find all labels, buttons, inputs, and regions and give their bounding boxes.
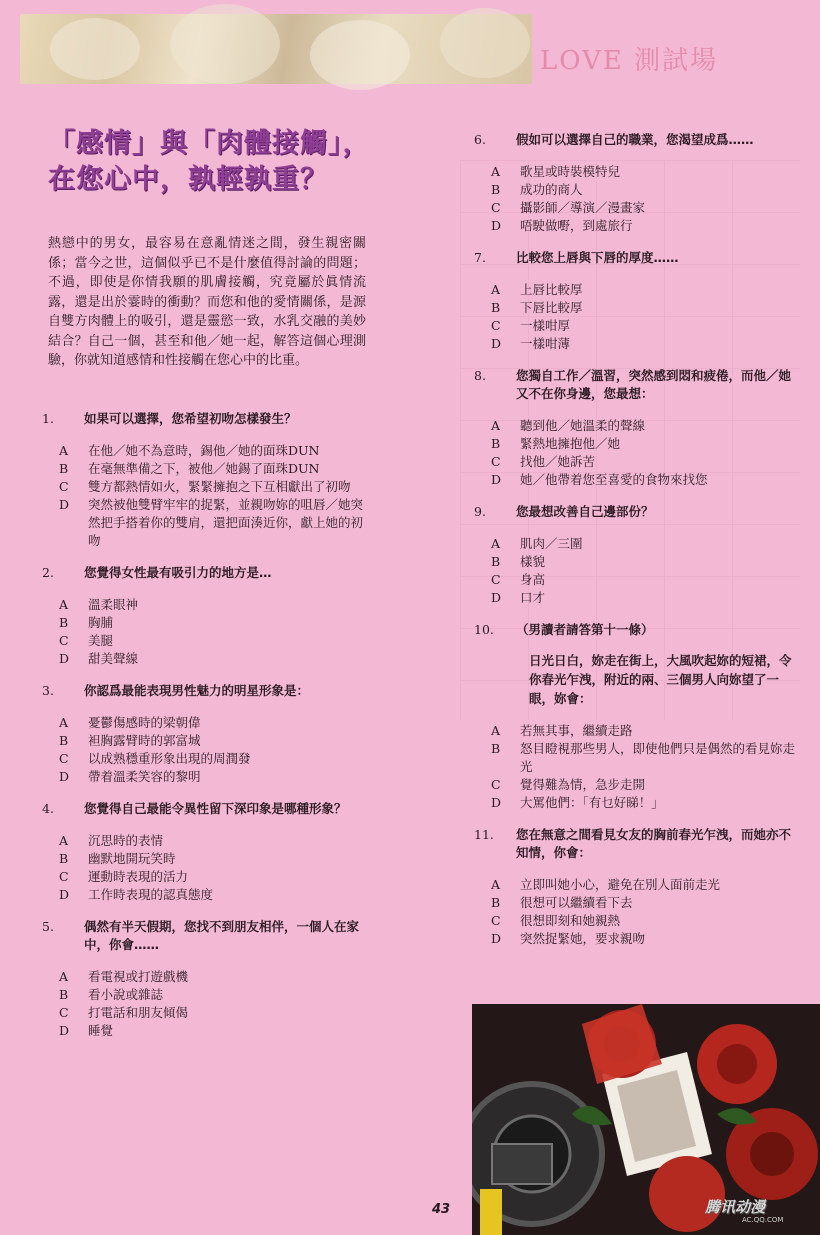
option-letter: D [491,795,502,810]
question-text: 如果可以選擇，您希望初吻怎樣發生？ [84,411,297,426]
question-heading [474,367,802,403]
option-list [42,832,372,904]
answer-option[interactable] [42,496,372,550]
answer-option[interactable] [42,650,372,668]
question-text: （男讀者請答第十一條） [516,622,654,637]
option-letter: B [59,461,69,476]
question-text: 您在無意之間看見女友的胸前春光乍洩，而她亦不知情，你會： [516,827,792,860]
option-letter: A [491,877,501,892]
answer-option[interactable] [42,768,372,786]
answer-option[interactable] [42,614,372,632]
answer-option[interactable] [42,632,372,650]
option-text: 在他／她不為意時，錫他／她的面珠DUN [88,443,320,458]
answer-option[interactable] [42,868,372,886]
option-letter: B [59,851,69,866]
question-heading [474,621,802,639]
option-text: 她／他帶着您至喜愛的食物來找您 [520,472,708,487]
option-text: 看電視或打遊戲機 [88,969,189,984]
answer-option[interactable] [42,886,372,904]
option-letter: C [491,572,501,587]
option-letter: A [59,715,69,730]
option-text: 美腿 [88,633,114,648]
option-list [474,281,802,353]
option-text: 突然捉緊她，要求親吻 [520,931,646,946]
question-heading [42,564,372,582]
answer-option[interactable] [42,596,372,614]
option-letter: C [59,633,69,648]
option-letter: B [59,733,69,748]
answer-option[interactable] [474,776,802,794]
answer-option[interactable] [474,894,802,912]
question-number: 4. [42,801,54,816]
question-number: 6. [474,132,486,147]
answer-option[interactable] [474,740,802,776]
option-text: 雙方都熱情如火，緊緊擁抱之下互相獻出了初吻 [88,479,351,494]
rose-decoration [50,18,140,80]
option-list [42,442,372,550]
option-text: 甜美聲線 [88,651,139,666]
option-letter: B [491,741,501,756]
question-heading [42,410,372,428]
answer-option[interactable] [42,460,372,478]
option-letter: C [59,479,69,494]
option-text: 帶着溫柔笑容的黎明 [88,769,201,784]
question-block [42,918,372,1040]
option-letter: D [491,590,502,605]
option-letter: D [59,497,70,512]
option-letter: C [491,318,501,333]
answer-option[interactable] [474,453,802,471]
option-text: 覺得難為情，急步走開 [520,777,646,792]
question-block [42,682,372,786]
answer-option[interactable] [42,1022,372,1040]
answer-option[interactable] [474,335,802,353]
option-text: 一樣咁薄 [520,336,571,351]
question-scenario: 日光日白，妳走在街上，大風吹起妳的短裙，令你春光乍洩，附近的兩、三個男人向妳望了一眼，妳會： [529,653,792,706]
right-question-column [474,131,802,962]
answer-option[interactable] [474,722,802,740]
option-letter: C [59,1005,69,1020]
question-block [474,503,802,607]
option-text: 憂鬱傷感時的梁朝偉 [88,715,201,730]
option-text: 一樣咁厚 [520,318,571,333]
question-block [474,621,802,812]
answer-option[interactable] [42,442,372,460]
answer-option[interactable] [42,986,372,1004]
option-text: 工作時表現的認真態度 [88,887,214,902]
question-number: 7. [474,250,486,265]
question-heading [42,682,372,700]
answer-option[interactable] [42,732,372,750]
option-letter: D [491,336,502,351]
answer-option[interactable] [474,571,802,589]
answer-option[interactable] [474,553,802,571]
question-text: 偶然有半天假期，您找不到朋友相伴，一個人在家中，你會…… [84,919,360,952]
rose-decoration [440,8,530,78]
answer-option[interactable] [42,714,372,732]
watermark-logo: 腾讯动漫 [705,1198,766,1216]
option-text: 幽默地開玩笑時 [88,851,176,866]
question-number: 3. [42,683,54,698]
option-letter: D [491,931,502,946]
option-text: 很想可以繼續看下去 [520,895,633,910]
option-letter: B [491,895,501,910]
answer-option[interactable] [474,417,802,435]
option-text: 立即叫她小心，避免在別人面前走光 [520,877,721,892]
option-letter: B [491,436,501,451]
option-text: 突然被他雙臂牢牢的捉緊，並親吻妳的咀唇／她突然把手搭着你的雙肩，還把面湊近你，獻上她的初吻 [88,497,364,548]
option-text: 上唇比較厚 [520,282,583,297]
question-block [474,826,802,948]
option-text: 看小說或雜誌 [88,987,164,1002]
question-heading [474,249,802,267]
option-letter: A [59,443,69,458]
option-text: 以成熟穩重形象出現的周潤發 [88,751,251,766]
question-text: 你認爲最能表現男性魅力的明星形象是： [84,683,310,698]
option-letter: C [59,751,69,766]
roses-photo-illustration [472,1004,820,1235]
option-text: 怒目瞪視那些男人，即使他們只是偶然的看見妳走光 [520,741,796,774]
option-text: 找他／她訴苦 [520,454,596,469]
option-letter: A [491,418,501,433]
option-text: 成功的商人 [520,182,583,197]
option-text: 攝影師／導演／漫畫家 [520,200,646,215]
option-list [42,596,372,668]
question-heading [474,131,802,149]
question-text: 您最想改善自己邊部份？ [516,504,654,519]
question-block [474,131,802,235]
option-text: 唔駛做嘢，到處旅行 [520,218,633,233]
question-text: 假如可以選擇自己的職業，您渴望成爲…… [516,132,754,147]
question-block [474,249,802,353]
option-text: 打電話和朋友傾偈 [88,1005,189,1020]
option-letter: C [491,454,501,469]
question-heading [42,800,372,818]
question-heading [42,918,372,954]
option-letter: B [491,300,501,315]
answer-option[interactable] [474,794,802,812]
option-text: 聽到他／她溫柔的聲線 [520,418,646,433]
option-list [42,968,372,1040]
answer-option[interactable] [42,850,372,868]
option-letter: D [491,472,502,487]
option-list [474,535,802,607]
left-question-column [42,410,372,1054]
answer-option[interactable] [42,1004,372,1022]
option-letter: B [59,615,69,630]
option-letter: D [59,651,70,666]
option-letter: B [491,182,501,197]
answer-option[interactable] [474,535,802,553]
question-number: 5. [42,919,54,934]
answer-option[interactable] [474,435,802,453]
option-text: 樣貌 [520,554,546,569]
answer-option[interactable] [474,217,802,235]
answer-option[interactable] [474,317,802,335]
answer-option[interactable] [42,750,372,768]
option-text: 大罵他們：「有乜好睇！」 [520,795,664,810]
question-block [42,410,372,550]
option-text: 袒胸露臂時的郭富城 [88,733,201,748]
option-list [474,876,802,948]
option-text: 胸脯 [88,615,114,630]
option-letter: A [59,597,69,612]
question-number: 9. [474,504,486,519]
question-text: 比較您上唇與下唇的厚度…… [516,250,679,265]
option-letter: A [491,536,501,551]
answer-option[interactable] [42,832,372,850]
option-letter: D [491,218,502,233]
option-text: 沉思時的表情 [88,833,164,848]
option-letter: C [59,869,69,884]
option-letter: B [491,554,501,569]
header-banner-image [20,14,532,84]
answer-option[interactable] [42,968,372,986]
question-number: 1. [42,411,54,426]
question-text: 您獨自工作／溫習，突然感到悶和疲倦，而他／她又不在你身邊，您最想： [516,368,792,401]
option-text: 睡覺 [88,1023,114,1038]
option-list [474,417,802,489]
question-number: 2. [42,565,54,580]
watermark-url: AC.QQ.COM [742,1216,784,1224]
option-text: 緊熱地擁抱他／她 [520,436,621,451]
option-text: 若無其事，繼續走路 [520,723,633,738]
option-letter: A [59,969,69,984]
option-text: 口才 [520,590,546,605]
answer-option[interactable] [474,199,802,217]
answer-option[interactable] [474,930,802,948]
question-number: 11. [474,827,494,842]
rose-decoration [310,20,410,90]
option-text: 身高 [520,572,546,587]
question-text: 您覺得自己最能令異性留下深印象是哪種形象？ [84,801,347,816]
roses-photo [472,1004,820,1235]
option-letter: A [491,282,501,297]
question-number: 10. [474,622,494,637]
page-number: 43 [432,1202,451,1217]
page-title: 「感情」與「肉體接觸」，在您心中，孰輕孰重？ [48,128,371,195]
option-list [42,714,372,786]
option-letter: A [491,723,501,738]
rose-decoration [170,4,280,84]
question-heading [474,826,802,862]
option-text: 在毫無準備之下，被他／她錫了面珠DUN [88,461,320,476]
option-letter: B [59,987,69,1002]
option-text: 溫柔眼神 [88,597,139,612]
option-list [474,722,802,812]
answer-option[interactable] [474,163,802,181]
answer-option[interactable] [474,876,802,894]
option-text: 肌肉／三圍 [520,536,583,551]
question-text: 您覺得女性最有吸引力的地方是… [84,565,272,580]
question-heading [474,503,802,521]
question-number: 8. [474,368,486,383]
option-text: 運動時表現的活力 [88,869,189,884]
option-letter: A [59,833,69,848]
option-letter: C [491,200,501,215]
option-letter: D [59,769,70,784]
intro-paragraph: 熱戀中的男女，最容易在意亂情迷之間，發生親密關係；當今之世，這個似乎已不是什麼值得討論的問題；不過，即使是你情我願的肌膚接觸，究竟屬於眞情流露，還是出於霎時的衝動？而您和他的愛情關係，是源自雙方肉體上的吸引，還是靈慾一致，水乳交融的美妙結合？自己一個，甚至和他／她一起，解答這個心理測驗，你就知道感情和性接觸在您心中的比重。 [48,236,366,368]
question-block [42,564,372,668]
option-text: 歌星或時裝模特兒 [520,164,621,179]
option-text: 很想即刻和她親熱 [520,913,621,928]
option-letter: D [59,1023,70,1038]
answer-option[interactable] [474,912,802,930]
answer-option[interactable] [42,478,372,496]
option-list [474,163,802,235]
option-letter: D [59,887,70,902]
question-block [42,800,372,904]
option-letter: C [491,777,501,792]
answer-option[interactable] [474,299,802,317]
answer-option[interactable] [474,471,802,489]
answer-option[interactable] [474,589,802,607]
option-text: 下唇比較厚 [520,300,583,315]
option-letter: C [491,913,501,928]
answer-option[interactable] [474,281,802,299]
answer-option[interactable] [474,181,802,199]
question-block [474,367,802,489]
section-label: LOVE 測試場 [540,46,719,76]
option-letter: A [491,164,501,179]
